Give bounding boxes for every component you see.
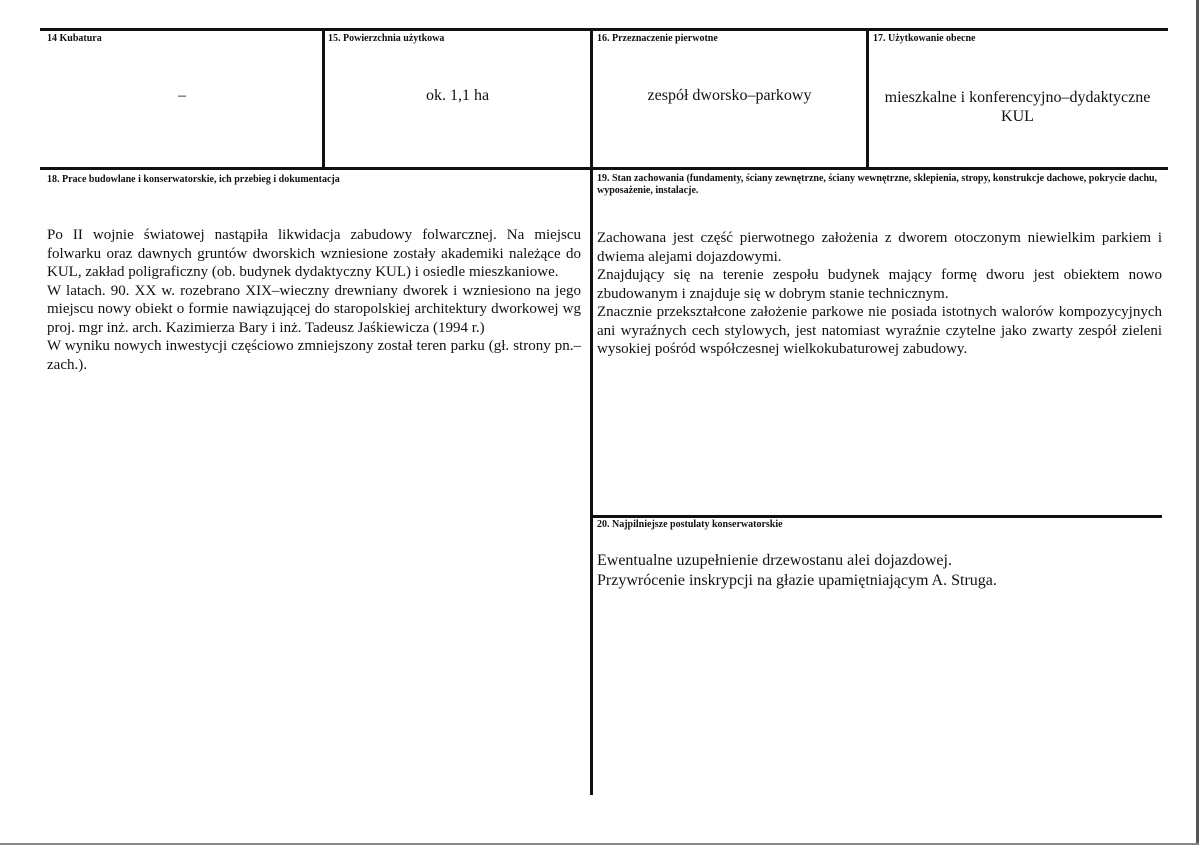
field-15-value: ok. 1,1 ha bbox=[425, 87, 490, 104]
field-19-paragraph: Znajdujący się na terenie zespołu budynek mający formę dworu jest obiektem nowo zbudowanym i znajduje się w dobrym stanie technicznym. bbox=[597, 267, 1162, 302]
field-18-paragraph: Po II wojnie światowej nastąpiła likwidacja zabudowy folwarcznej. Na miejscu folwarku oraz dawnych gruntów dworskich wzniesione zostały akademiki należące do KUL, zakład poligraficzny (ob. budynek dydaktyczny KUL) i osiedle mieszkaniowe. bbox=[47, 227, 581, 280]
field-18-paragraph: W latach. 90. XX w. rozebrano XIX–wieczny drewniany dworek i wzniesiono na jego miejscu nowy obiekt o formie nawiązującej do staropolskiej architektury dworkowej wg proj. mgr inż. arch. Kazimierza Bary i inż. Tadeusz Jaśkiewicza (1994 r.) bbox=[47, 282, 581, 336]
field-17-value-line2: KUL bbox=[1001, 108, 1034, 125]
field-14-label: 14 Kubatura bbox=[47, 33, 102, 44]
field-16-label: 16. Przeznaczenie pierwotne bbox=[597, 33, 718, 44]
field-17-label: 17. Użytkowanie obecne bbox=[873, 33, 976, 44]
field-19-paragraph: Znacznie przekształcone założenie parkowe nie posiada istotnych walorów kompozycyjnych ani wyraźnych cech stylowych, jest natomiast wyraźnie czytelne jako zwarty zespół zieleni wysokiej pośród współczesnej wielkokubaturowej zabudowy. bbox=[597, 304, 1162, 357]
field-15-label: 15. Powierzchnia użytkowa bbox=[328, 33, 445, 44]
field-18-text bbox=[47, 226, 581, 374]
field-19-label: 19. Stan zachowania (fundamenty, ściany zewnętrzne, ściany wewnętrzne, sklepienia, stropy, konstrukcje dachowe, pokrycie dachu, wyposażenie, instalacje. bbox=[597, 173, 1158, 196]
field-18-label: 18. Prace budowlane i konserwatorskie, ich przebieg i dokumentacja bbox=[47, 174, 340, 185]
field-19-paragraph: Zachowana jest część pierwotnego założenia z dworem otoczonym niewielkim parkiem i dwiema alejami dojazdowymi. bbox=[597, 230, 1162, 265]
field20-top-rule bbox=[591, 515, 1162, 518]
field-19-text bbox=[597, 229, 1162, 359]
field-20-text bbox=[597, 551, 1162, 591]
top-rule bbox=[40, 28, 1168, 31]
field-20-label: 20. Najpilniejsze postulaty konserwatorskie bbox=[597, 519, 783, 530]
field-20-paragraph: Ewentualne uzupełnienie drzewostanu alei dojazdowej. bbox=[597, 552, 952, 569]
field-17-value-line1: mieszkalne i konferencyjno–dydaktyczne bbox=[884, 89, 1151, 106]
divider-15-16 bbox=[590, 28, 593, 795]
field-14-value: – bbox=[178, 87, 186, 104]
field-16-value: zespół dworsko–parkowy bbox=[647, 87, 812, 104]
field-18-paragraph: W wyniku nowych inwestycji częściowo zmniejszony został teren parku (gł. strony pn.–zach.). bbox=[47, 338, 581, 373]
field-20-paragraph: Przywrócenie inskrypcji na głazie upamiętniającym A. Struga. bbox=[597, 572, 997, 589]
row1-bottom-rule bbox=[40, 167, 1168, 170]
